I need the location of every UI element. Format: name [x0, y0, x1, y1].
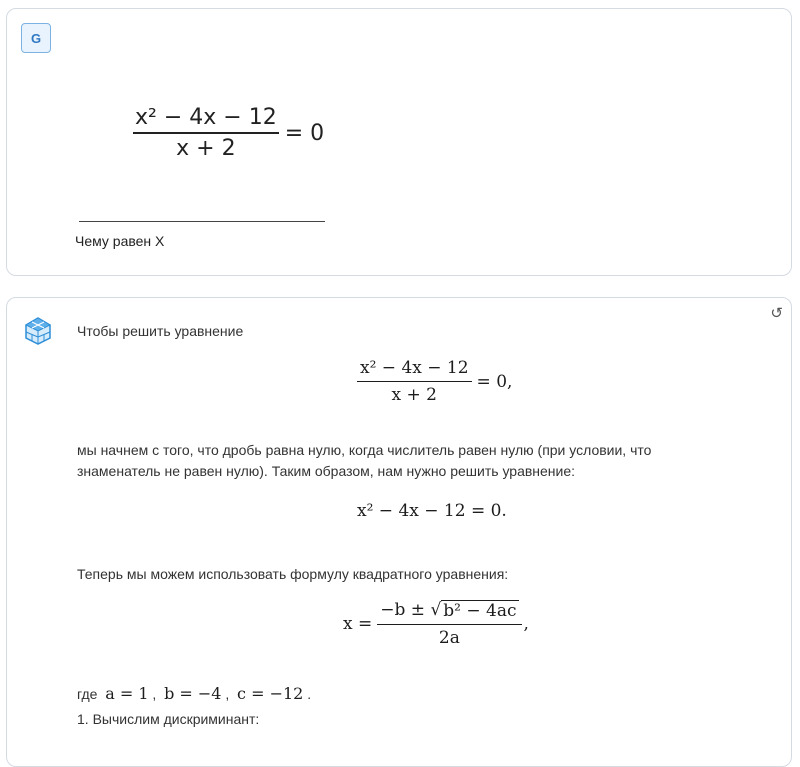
equation-3-rhs: ,	[523, 614, 529, 634]
equation-3-numerator-prefix: −b ±	[380, 600, 426, 620]
paragraph-1-line-2: знаменатель не равен нулю). Таким образом, нам нужно решить уравнение:	[77, 463, 576, 479]
equation-2: x² − 4x − 12 = 0.	[357, 501, 507, 521]
equation-1-numerator: x² − 4x − 12	[360, 358, 469, 378]
user-message-card	[6, 8, 792, 276]
equation-1	[357, 358, 512, 405]
attached-image[interactable]	[75, 31, 329, 221]
equation-3-denominator: 2a	[438, 628, 460, 648]
where-label: где	[77, 686, 98, 702]
user-question-text: Чему равен Х	[75, 233, 165, 249]
image-equation-rhs: = 0	[284, 120, 325, 146]
where-line: где a = 1 , b = −4 , c = −12 .	[77, 684, 312, 703]
image-equation	[133, 105, 324, 161]
equation-1-rhs: = 0,	[476, 371, 513, 392]
paragraph-1-line-1: мы начнем с того, что дробь равна нулю, когда числитель равен нулю (при условии, что	[77, 442, 652, 458]
image-equation-numerator: x² − 4x − 12	[135, 105, 277, 130]
user-avatar: G	[21, 23, 51, 53]
equation-1-denominator: x + 2	[391, 385, 437, 405]
where-a: a = 1	[105, 684, 149, 703]
where-b: b = −4	[164, 684, 222, 703]
image-equation-denominator: x + 2	[176, 136, 236, 161]
refresh-icon[interactable]: ↺	[770, 305, 783, 322]
equation-3-sqrt-content: b² − 4ac	[443, 601, 517, 621]
assistant-avatar-icon	[23, 316, 53, 346]
paragraph-2: Теперь мы можем использовать формулу квадратного уравнения:	[77, 566, 509, 582]
divider	[79, 221, 325, 222]
sqrt-icon: √	[430, 600, 442, 620]
equation-3-lhs: x =	[343, 614, 373, 634]
step-1-text: 1. Вычислим дискриминант:	[77, 711, 260, 727]
intro-text: Чтобы решить уравнение	[77, 323, 244, 339]
assistant-message-card	[6, 297, 792, 767]
where-c: c = −12	[237, 684, 304, 703]
equation-3	[343, 600, 529, 648]
